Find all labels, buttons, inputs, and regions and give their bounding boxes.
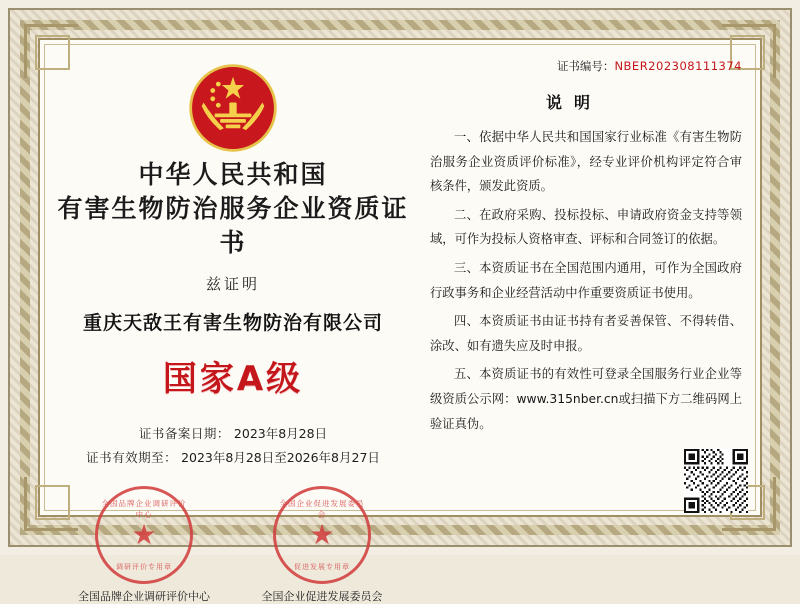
valid-until-row (54, 446, 412, 470)
certificate-content (48, 48, 752, 603)
note-item: 一、依据中华人民共和国国家行业标准《有害生物防治服务企业资质评价标准》，经专业评价机构评定符合审核条件，颁发此资质。 (430, 130, 742, 194)
seal-ring-bottom-text: 调研评价专用章 (116, 562, 172, 571)
seal-ring-top-text: 全国企业促进发展委员会 (279, 498, 365, 519)
seal-label: 全国品牌企业调研评价中心 (78, 589, 210, 603)
seal-ring-top-text: 全国品牌企业调研评价中心 (101, 498, 187, 519)
official-seal-icon (273, 486, 371, 584)
note-item: 二、在政府采购、投标投标、申请政府资金支持等领域，可作为投标人资格审查、评标和合同签订的依据。 (430, 207, 742, 247)
seal-group (54, 486, 412, 604)
seal-ring-bottom-text: 促进发展专用章 (294, 562, 350, 571)
seal-item (69, 486, 219, 604)
certificate-title-line2: 有害生物防治服务企业资质证书 (57, 193, 409, 257)
certificate-right-column (418, 48, 752, 507)
certificate-title (54, 158, 412, 259)
qr-code-icon[interactable] (684, 449, 748, 513)
certificate-number-value: NBER202308111374 (614, 59, 742, 73)
valid-until-label: 证书有效期至： (86, 450, 178, 465)
national-emblem-icon (187, 62, 279, 154)
grade-badge: 国家A级 (162, 359, 304, 400)
certificate-number (430, 58, 748, 74)
certify-prefix: 兹证明 (205, 275, 260, 294)
seal-item (247, 486, 397, 604)
company-name: 重庆天敌王有害生物防治有限公司 (82, 312, 383, 335)
filing-date-row (54, 422, 412, 446)
seal-star-icon: ★ (309, 517, 335, 551)
certificate-title-line1: 中华人民共和国 (138, 160, 328, 189)
valid-until-value: 2023年8月28日至2026年8月27日 (181, 450, 380, 465)
filing-date-label: 证书备案日期： (138, 426, 230, 442)
seal-star-icon: ★ (131, 517, 157, 551)
date-block (54, 422, 412, 470)
note-item: 三、本资质证书在全国范围内通用，可作为全国政府行政事务和企业经营活动中作重要资质证书使用。 (430, 260, 742, 300)
note-item: 四、本资质证书由证书持有者妥善保管、不得转借、涂改、如有遗失应及时申报。 (430, 314, 742, 353)
filing-date-value: 2023年8月28日 (233, 426, 328, 442)
seal-label: 全国企业促进发展委员会 (261, 589, 383, 603)
notes-heading: 说明 (545, 93, 602, 112)
official-seal-icon (95, 486, 193, 584)
certificate-left-column (48, 48, 418, 603)
note-item: 五、本资质证书的有效性可登录全国服务行业企业等级资质公示网：www.315nber.cn或扫描下方二维码网上验证真伪。 (430, 367, 742, 431)
certificate-number-label: 证书编号： (556, 59, 615, 73)
